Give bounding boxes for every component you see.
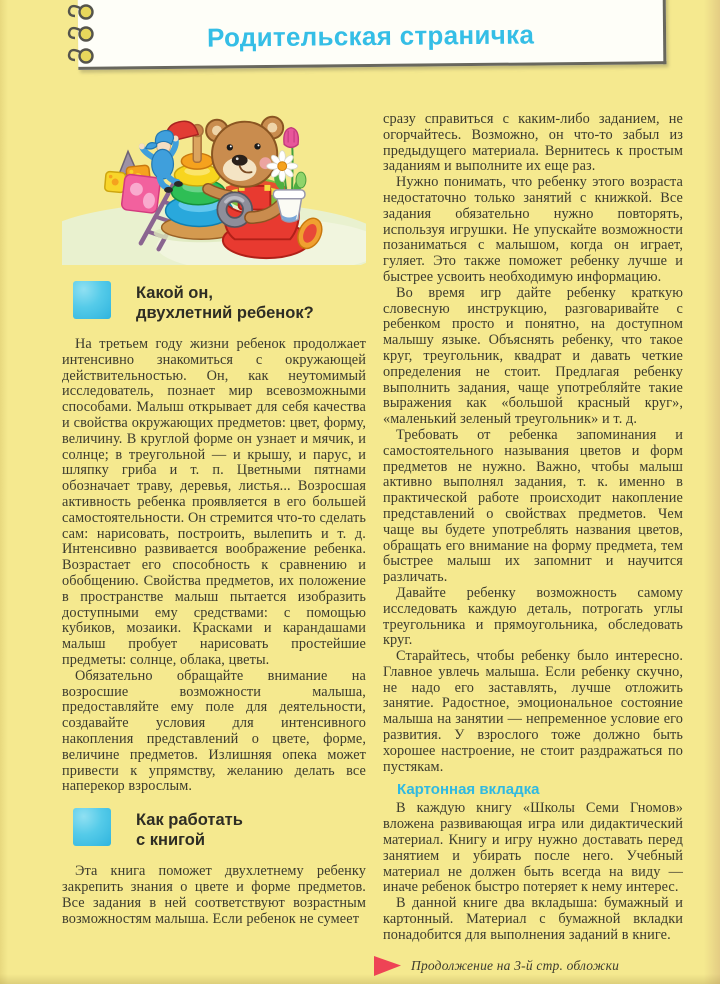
paragraph: Требовать от ребенка запоминания и самостоятельного называния цветов и форм предметов не нужно. Важно, чтобы малыш активно выполнял задания, т. к. именно в практической работе происходит накопление представлений о свойствах предметов. Чем чаще вы будете употреблять названия цветов, обращать его внимание на форму предмета, тем быстрее малыш их запомнит и научится различать.: [383, 426, 683, 586]
continuation-note: [374, 955, 683, 977]
paragraph: Старайтесь, чтобы ребенку было интересно. Главное увлечь малыша. Если ребенку скучно, не надо его заставлять, лучше отложить занятие. Радостное, эмоциональное состояние малыша на занятии — непременное условие его развития. У взрослого тоже должно быть хорошее настроение, не стоит раздражаться по пустякам.: [383, 648, 683, 775]
paragraph: В каждую книгу «Школы Семи Гномов» вложена развивающая игра или дидактический материал. Книгу и игру нужно доставать перед занятием и убирать после него. Учебный материал не должен быть всегда на виду — иначе ребенок быстро потеряет к нему интерес.: [383, 800, 683, 896]
pink-cube: [121, 174, 161, 214]
right-column: [383, 112, 683, 977]
section-heading-what-is-he: [62, 281, 366, 323]
section-heading-text: Как работать с книгой: [136, 811, 243, 850]
paragraph: Эта книга поможет двухлетнему ребенку закрепить знания о цвете и форме предметов. Все задания в ней соответствуют возрастным возможностям малыша. Если ребенок не сумеет: [62, 863, 366, 927]
continuation-note-text: Продолжение на 3-й стр. обложки: [411, 957, 620, 973]
page-title: Родительская страничка: [206, 19, 535, 53]
paragraph: В данной книге два вкладыша: бумажный и картонный. Материал с бумажной вкладки понадобится для выполнения заданий в книге.: [383, 895, 683, 943]
paragraph: сразу справиться с каким-либо заданием, не огорчайтесь. Возможно, он что-то забыл из предыдущего материала. Вернитесь к простым заданиям и выполните их еще раз.: [383, 111, 683, 175]
header-paper: [78, 0, 667, 70]
paragraph: Во время игр дайте ребенку краткую словесную инструкцию, разговаривайте с ребенком просто и понятно, на доступном малышу языке. Объяснять ребенку, что такое круг, треугольник, квадрат и давать четкие определения не стоит. Предлагая ребенку выполнить задания, чаще употребляйте такие выражения как «большой красный круг», «маленький зеленый треугольник» и т. д.: [383, 284, 683, 428]
yellow-die: [104, 171, 125, 192]
page-edge-shading: [0, 0, 8, 984]
section-marker-square: [73, 281, 111, 319]
paragraph: Нужно понимать, что ребенку этого возраста недостаточно только занятий с книжкой. Все задания обязательно нужно повторять, используя игрушки. Не упускайте возможности позаниматься с малышом, когда он играет, гуляет. Это также поможет ребенку лучше и быстрее усвоить необходимую информацию.: [383, 174, 683, 285]
section-heading-text: Какой он, двухлетний ребенок?: [136, 284, 314, 322]
spiral-binding-icon: [62, 2, 110, 72]
teddy-bear-illustration: [62, 95, 366, 265]
paragraph: Обязательно обращайте внимание на возросшие возможности малыша, предоставляйте ему поле для деятельности, создавайте условия для интенсивного накопления представлений о цвете, форме, величине предметов. Излишняя опека может привести к упрямству, желанию делать все наперекор взрослым.: [62, 667, 366, 795]
section-heading-how-to-work: [62, 808, 366, 850]
cardboard-insert-heading: Картонная вкладка: [397, 781, 540, 799]
paragraph: Давайте ребенку возможность самому исследовать каждую деталь, потрогать углы треугольника и прямоугольника, обследовать круг.: [383, 584, 683, 649]
left-column: [62, 95, 366, 927]
paragraph: На третьем году жизни ребенок продолжает интенсивно знакомиться с окружающей действительностью. Он, как неутомимый исследователь, познает мир всевозможными способами. Малыш открывает для себя качества и свойства окружающих предметов: цвет, форму, величину. В круглой форме он узнает и мячик, и солнце; в треугольной — и крышу, и парус, и шляпку гриба и т. п. Цветными пятнами обозначает траву, деревья, листья... Возросшая активность ребенка проявляется в его большей самостоятельности. Он стремится что-то сделать сам: нарисовать, построить, вылепить и т. д. Интенсивно развивается воображение ребенка. Возрастает его способность к сравнению и обобщению. Свойства предметов, их положение в пространстве малыш пытается изобразить доступными ему средствами: с помощью кубиков, мозаики. Красками и карандашами малыш пробует нарисовать простейшие предметы: солнце, облака, цветы.: [62, 336, 366, 668]
section-marker-square: [73, 808, 111, 846]
page-edge-shading: [704, 0, 720, 984]
continuation-arrow-icon: [374, 955, 402, 977]
